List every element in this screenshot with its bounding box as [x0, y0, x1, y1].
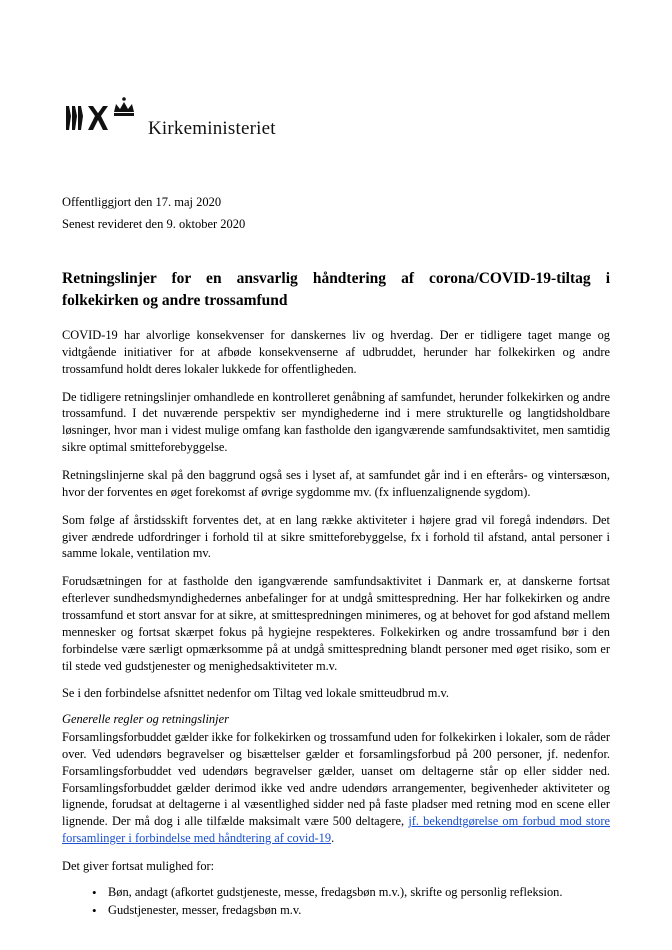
list-item: • Gudstjenester, messer, fredagsbøn m.v. [108, 902, 610, 920]
page-title: Retningslinjer for en ansvarlig håndtering af corona/COVID-19-tiltag i folkekirken og andre trossamfund [62, 270, 610, 310]
document-body [62, 268, 610, 920]
section-text-before-link: Forsamlingsforbuddet gælder ikke for folkekirken og trossamfund uden for folkekirken i lokaler, som de råder over. Ved udendørs begravelser og bisættelser gælder et forsamlingsforbud på 200 personer, jf. nedenfor. Forsamlingsforbuddet ved udendørs begravelser gælder, uanset om deltagerne står op eller sidder ned. Forsamlingsforbuddet gælder derimod ikke ved andre udendørs arrangementer, begivenheder aktiviteter og lignende, forudsat at deltagerne i al væsentlighed sidder ned på faste pladser med retning mod en scene eller lignende. Der må dog i alle tilfælde maksimalt være 500 deltagere, [62, 730, 610, 829]
revised-date: Senest revideret den 9. oktober 2020 [62, 216, 246, 231]
kirkeministeriet-crest-icon [62, 92, 138, 140]
ministry-logo [62, 92, 276, 140]
section-text-after-link: . [331, 831, 335, 846]
paragraph-4: Som følge af årstidsskift forventes det, at en lang række aktiviteter i højere grad vil foregå indendørs. Det giver ændrede udfordringer i forhold til at sikre smitteforebyggelse, fx i forhold til afstand, antal personer i samme lokale, ventilation mv. [62, 512, 610, 561]
paragraph-5: Forudsætningen for at fastholde den igangværende samfundsaktivitet i Danmark er, at danskerne fortsat efterlever sundhedsmyndighedernes anbefalinger for at undgå smittespredning. Her har folkekirken og andre trossamfund et stort ansvar for at sikre, at smittespredningen minimeres, og at behovet for god afstand mellem mennesker og fortsat skærpet fokus på hygiejne respekteres. Folkekirken og andre trossamfund bør i den forbindelse være særligt opmærksomme på at undgå smittespredning blandt personer med øget risiko, som er til stede ved gudstjenester og menighedsaktiviteter m.v. [62, 574, 610, 673]
document-meta [62, 192, 245, 236]
paragraph-6: Se i den forbindelse afsnittet nedenfor om Tiltag ved lokale smitteudbrud m.v. [62, 686, 450, 701]
section-heading-generelle-regler: Generelle regler og retningslinjer [62, 712, 229, 727]
list-intro: Det giver fortsat mulighed for: [62, 859, 215, 874]
published-date: Offentliggjort den 17. maj 2020 [62, 195, 222, 209]
paragraph-2: De tidligere retningslinjer omhandlede en kontrolleret genåbning af samfundet, herunder folkekirken og andre trossamfund. I det nuværende perspektiv ser myndighederne ind i mere strukturelle og langtidsholdbare løsninger, hvor man i videst mulige omfang kan fastholde den igangværende samfundsaktivitet, men samtidig sikre optimal smitteforebyggelse. [62, 389, 610, 455]
paragraph-1: COVID-19 har alvorlige konsekvenser for danskernes liv og hverdag. Der er tidligere taget mange og vidtgående initiativer for at afbøde konsekvenserne af udbruddet, herunder har folkekirken og andre trossamfund holdt deres lokaler lukkede for offentligheden. [62, 327, 610, 376]
bekendtgorelse-link[interactable]: jf. bekendtgørelse om forbud mod store forsamlinger i forbindelse med håndtering af covid-19 [62, 814, 610, 846]
allowed-activities-list [62, 884, 610, 920]
ministry-name: Kirkeministeriet [148, 118, 276, 139]
section-paragraph-forsamlingsforbud [62, 729, 610, 847]
paragraph-3: Retningslinjerne skal på den baggrund også ses i lyset af, at samfundet går ind i en efterårs- og vintersæson, hvor der forventes en øget forekomst af øvrige sygdomme mv. (fx influenzalignende sygdom). [62, 467, 610, 499]
list-item: • Bøn, andagt (afkortet gudstjeneste, messe, fredagsbøn m.v.), skrifte og personlig refleksion. [108, 884, 610, 902]
